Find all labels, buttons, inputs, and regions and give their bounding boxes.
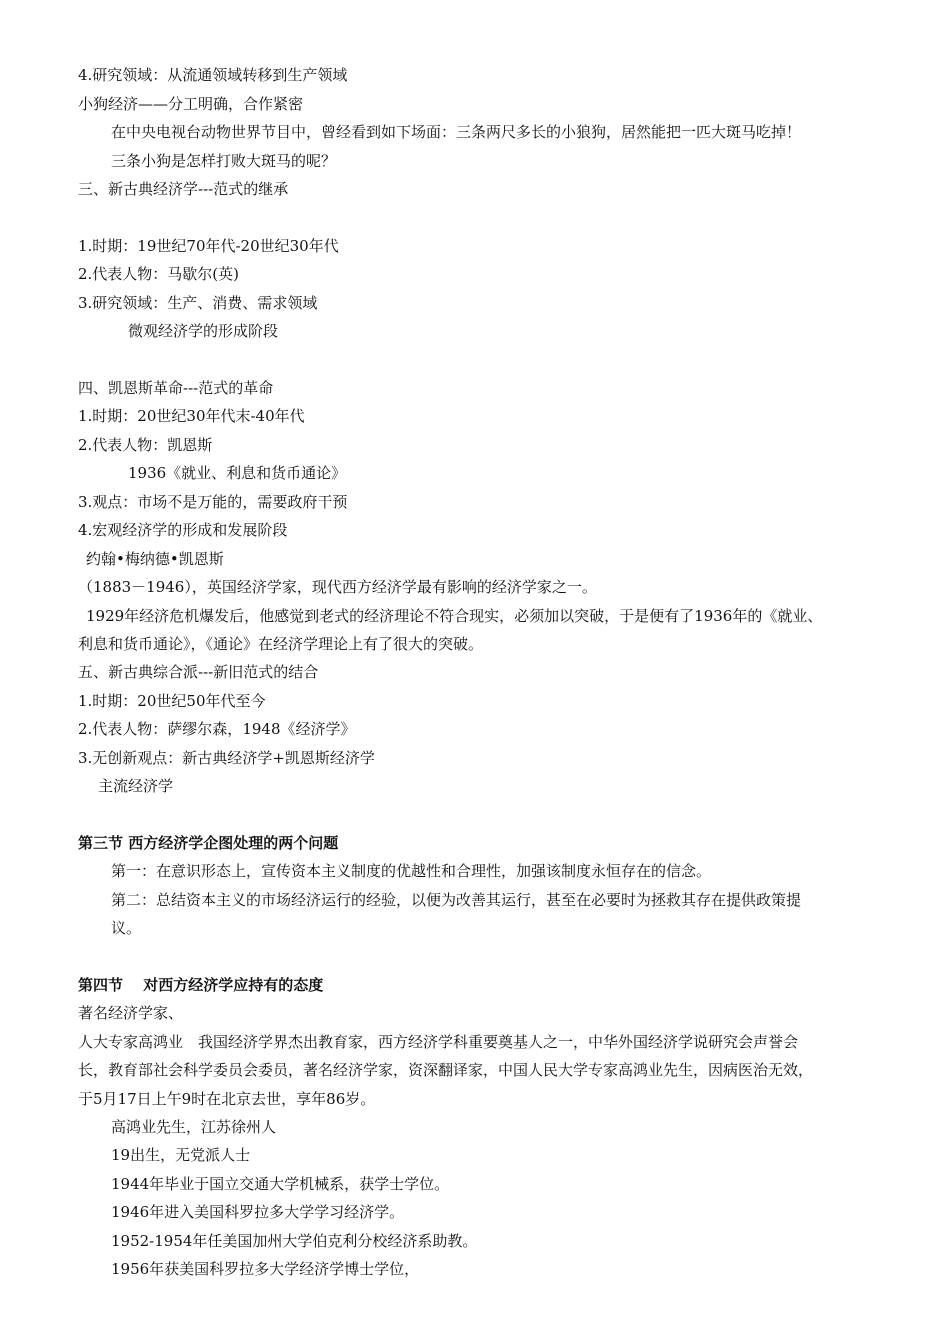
text-line: 第一：在意识形态上，宣传资本主义制度的优越性和合理性，加强该制度永恒存在的信念。: [111, 862, 712, 880]
text-line: 4.宏观经济学的形成和发展阶段: [78, 521, 288, 539]
text-line: 利息和货币通论》，《通论》在经济学理论上有了很大的突破。: [78, 635, 484, 653]
text-line: 第二：总结资本主义的市场经济运行的经验，以便为改善其运行，甚至在必要时为拯救其存在提供政策提: [111, 891, 802, 909]
text-line: 于5月17日上午9时在北京去世，享年86岁。: [78, 1090, 376, 1108]
text-line: 微观经济学的形成阶段: [128, 322, 279, 340]
text-line: 2.代表人物：萨缪尔森，1948《经济学》: [78, 720, 356, 738]
text-line: 三条小狗是怎样打败大斑马的呢？: [111, 152, 337, 170]
text-line: 小狗经济——分工明确，合作紧密: [78, 95, 304, 113]
text-line: 1944年毕业于国立交通大学机械系，获学士学位。: [111, 1175, 450, 1193]
text-line: 议。: [111, 919, 142, 937]
text-line: 1.时期：20世纪50年代至今: [78, 692, 266, 710]
text-line: 19出生，无党派人士: [111, 1146, 251, 1164]
text-line: 高鸿业先生，江苏徐州人: [111, 1118, 277, 1136]
text-line: 约翰•梅纳德•凯恩斯: [86, 550, 224, 568]
text-line: 1929年经济危机爆发后，他感觉到老式的经济理论不符合现实，必须加以突破，于是便有了1936年的《就业、: [86, 607, 823, 625]
section-title: 第三节 西方经济学企图处理的两个问题: [78, 834, 339, 852]
text-line: 著名经济学家、: [78, 1004, 184, 1022]
text-line: 3.观点：市场不是万能的，需要政府干预: [78, 493, 348, 511]
text-line: 1946年进入美国科罗拉多大学学习经济学。: [111, 1203, 405, 1221]
text-line: 3.无创新观点：新古典经济学+凯恩斯经济学: [78, 749, 375, 767]
text-line: 1.时期：19世纪70年代-20世纪30年代: [78, 237, 339, 255]
text-line: 1952-1954年任美国加州大学伯克利分校经济系助教。: [111, 1232, 478, 1250]
text-line: 1956年获美国科罗拉多大学经济学博士学位，: [111, 1260, 420, 1278]
section-heading: 四、凯恩斯革命---范式的革命: [78, 379, 274, 397]
text-line: 主流经济学: [98, 777, 174, 795]
text-line: 1.时期：20世纪30年代末-40年代: [78, 407, 305, 425]
section-heading: 三、新古典经济学---范式的继承: [78, 180, 289, 198]
text-line: 人大专家高鸿业 我国经济学界杰出教育家，西方经济学科重要奠基人之一，中华外国经济学说研究会声誉会: [78, 1033, 799, 1051]
text-line: 1936《就业、利息和货币通论》: [128, 464, 347, 482]
text-line: 4.研究领域：从流通领域转移到生产领域: [78, 66, 348, 84]
text-line: 3.研究领域：生产、消费、需求领域: [78, 294, 318, 312]
text-line: 长，教育部社会科学委员会委员，著名经济学家，资深翻译家，中国人民大学专家高鸿业先生，因病医治无效，: [78, 1061, 814, 1079]
section-heading: 五、新古典综合派---新旧范式的结合: [78, 663, 319, 681]
section-title: 第四节 对西方经济学应持有的态度: [78, 976, 324, 994]
text-line: 在中央电视台动物世界节目中，曾经看到如下场面：三条两尺多长的小狼狗，居然能把一匹大斑马吃掉！: [111, 123, 802, 141]
text-line: （1883－1946），英国经济学家，现代西方经济学最有影响的经济学家之一。: [78, 578, 597, 596]
text-line: 2.代表人物：马歇尔(英): [78, 265, 240, 283]
text-line: 2.代表人物：凯恩斯: [78, 436, 213, 454]
